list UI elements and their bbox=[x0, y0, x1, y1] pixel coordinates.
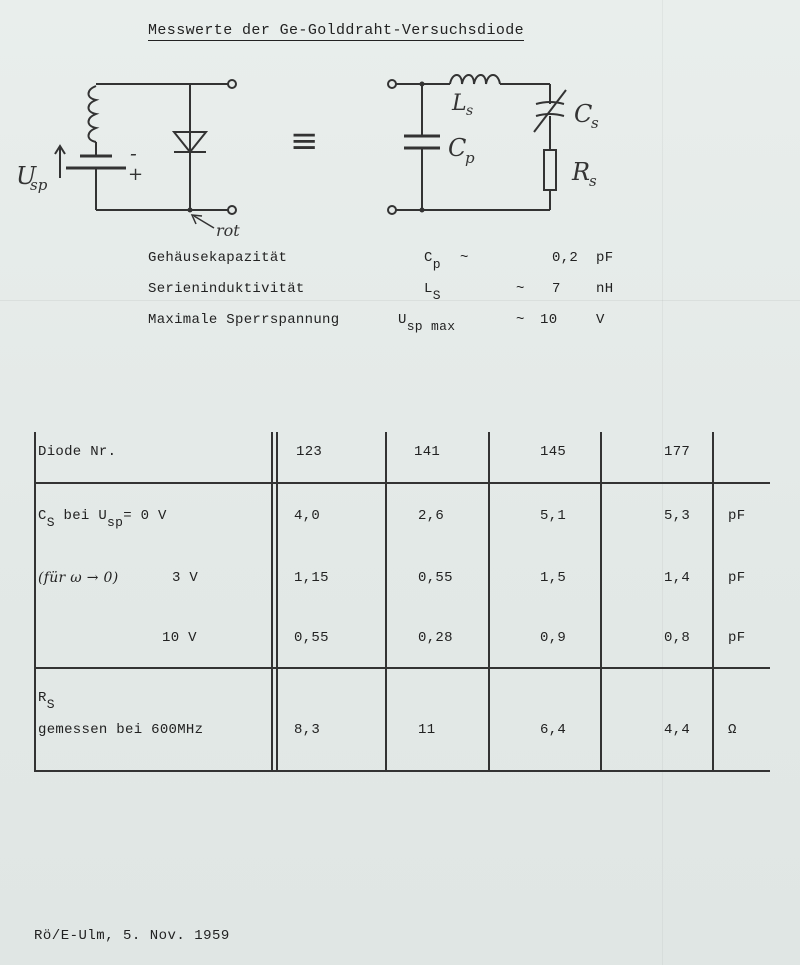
rs-label: R bbox=[572, 158, 591, 186]
cp-label: C bbox=[448, 134, 467, 162]
cs-value: 0,28 bbox=[418, 630, 453, 646]
diode-number: 177 bbox=[664, 444, 691, 460]
param-approx: ~ bbox=[516, 281, 525, 297]
table-rule bbox=[34, 770, 770, 772]
cp-label-sub: p bbox=[465, 149, 475, 167]
document-title: Messwerte der Ge-Golddraht-Versuchsdiode bbox=[148, 22, 525, 39]
voltage-label-sub: sp bbox=[30, 176, 48, 194]
param-label: Maximale Sperrspannung bbox=[148, 312, 340, 328]
red-wire-label: rot bbox=[216, 221, 240, 240]
voltage-label: U bbox=[16, 162, 37, 190]
param-unit: V bbox=[596, 312, 605, 328]
cs-unit: pF bbox=[728, 570, 746, 586]
cs-value: 0,9 bbox=[540, 630, 567, 646]
cs-unit: pF bbox=[728, 630, 746, 646]
diode-number: 145 bbox=[540, 444, 567, 460]
equivalence-sign: ≡ bbox=[290, 121, 319, 161]
rs-value: 8,3 bbox=[294, 722, 321, 738]
table-rule bbox=[34, 667, 770, 669]
param-value: 0,2 bbox=[552, 250, 579, 266]
circuit-diagram bbox=[0, 60, 800, 240]
minus-sign: - bbox=[130, 141, 137, 165]
rs-label: RS bbox=[38, 690, 55, 712]
param-approx: ~ bbox=[516, 312, 525, 328]
plus-sign: + bbox=[128, 164, 144, 185]
voltage-label: 3 V bbox=[172, 570, 199, 586]
rs-value: 11 bbox=[418, 722, 436, 738]
rs-value: 6,4 bbox=[540, 722, 567, 738]
ls-label-sub: s bbox=[466, 103, 474, 119]
document-footer: Rö/E-Ulm, 5. Nov. 1959 bbox=[34, 928, 230, 944]
param-label: Gehäusekapazität bbox=[148, 250, 288, 266]
diode-number: 141 bbox=[414, 444, 441, 460]
rs-label-sub: s bbox=[589, 172, 597, 190]
cs-value: 2,6 bbox=[418, 508, 445, 524]
cs-value: 0,55 bbox=[418, 570, 453, 586]
cs-value: 1,15 bbox=[294, 570, 329, 586]
param-value: 7 bbox=[552, 281, 561, 297]
cs-value: 1,5 bbox=[540, 570, 567, 586]
rs-unit: Ω bbox=[728, 722, 737, 738]
param-label: Serieninduktivität bbox=[148, 281, 305, 297]
param-symbol: Cp bbox=[424, 250, 441, 272]
cs-unit: pF bbox=[728, 508, 746, 524]
param-value: 10 bbox=[540, 312, 558, 328]
table-rule bbox=[34, 482, 770, 484]
param-symbol: LS bbox=[424, 281, 441, 303]
ls-label: L bbox=[452, 91, 467, 116]
omega-note: (für ω → 0) bbox=[38, 570, 119, 586]
voltage-label: 10 V bbox=[162, 630, 197, 646]
param-approx: ~ bbox=[460, 250, 469, 266]
param-symbol: Usp max bbox=[398, 312, 456, 334]
paper-fold bbox=[0, 300, 800, 301]
cs-label-sub: s bbox=[591, 114, 599, 132]
header-label: Diode Nr. bbox=[38, 444, 117, 460]
param-unit: nH bbox=[596, 281, 614, 297]
param-unit: pF bbox=[596, 250, 614, 266]
cs-value: 5,3 bbox=[664, 508, 691, 524]
diode-number: 123 bbox=[296, 444, 323, 460]
rs-description: gemessen bei 600MHz bbox=[38, 722, 204, 738]
cs-value: 4,0 bbox=[294, 508, 321, 524]
cs-value: 1,4 bbox=[664, 570, 691, 586]
cs-value: 5,1 bbox=[540, 508, 567, 524]
cs-label: C bbox=[574, 100, 593, 128]
cs-row-label: CS bei Usp= 0 V bbox=[38, 508, 167, 530]
rs-value: 4,4 bbox=[664, 722, 691, 738]
cs-value: 0,8 bbox=[664, 630, 691, 646]
cs-value: 0,55 bbox=[294, 630, 329, 646]
